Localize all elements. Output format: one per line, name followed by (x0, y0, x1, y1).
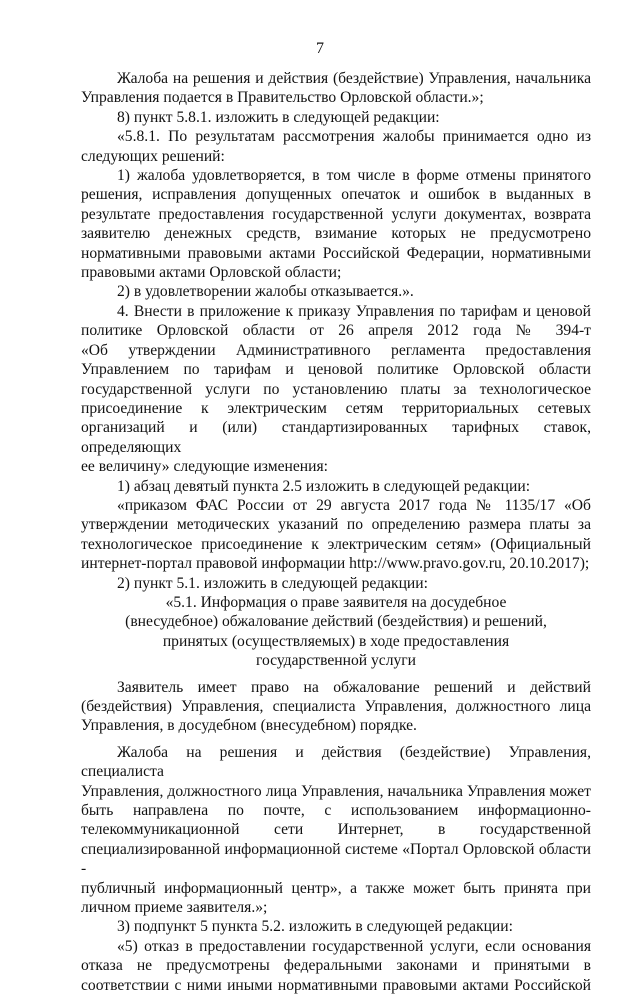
text-line: Управления подается в Правительство Орловской области.»; (81, 89, 484, 107)
text-line: Заявитель имеет право на обжалование решений и действий (117, 678, 591, 696)
text-line: интернет-портал правовой информации http://www.pravo.gov.ru, 20.10.2017); (81, 555, 590, 573)
text-line: правовыми актами Орловской области; (81, 264, 342, 282)
document-body (81, 69, 591, 995)
text-line: организаций и (или) стандартизированных тарифных ставок, определяющих (81, 419, 591, 456)
text-line: Жалоба на решения и действия (бездействие) Управления, специалиста (81, 743, 591, 781)
text-line: быть направлена по почте, с использованием информационно- (81, 802, 591, 820)
text-line: «5.8.1. По результатам рассмотрения жалобы принимается одно из (117, 128, 591, 146)
text-line: 1) абзац девятый пункта 2.5 изложить в следующей редакции: (117, 477, 531, 495)
text-line: «приказом ФАС России от 29 августа 2017 года № 1135/17 «Об (117, 496, 591, 514)
text-line: утверждении методических указаний по определению размера платы за (81, 516, 591, 534)
text-line: присоединение к электрическим сетям территориальных сетевых (81, 399, 591, 417)
text-line: Жалоба на решения и действия (бездействие) Управления, начальника (117, 70, 591, 87)
section-heading (81, 593, 591, 671)
text-line: 2) в удовлетворении жалобы отказывается.». (117, 283, 414, 301)
text-line: «Об утверждении Административного регламента предоставления (81, 341, 591, 359)
heading-line: принятых (осуществляемых) в ходе предоставления (162, 632, 510, 650)
text-line: телекоммуникационной сети Интернет, в государственной (81, 821, 591, 839)
text-line: политике Орловской области от 26 апреля 2012 года № 394-т (81, 322, 591, 340)
heading-line: «5.1. Информация о праве заявителя на досудебное (165, 593, 507, 611)
text-line: отказа не предусмотрены федеральными законами и принятыми в (81, 957, 591, 975)
text-line: 8) пункт 5.8.1. изложить в следующей редакции: (117, 108, 440, 126)
text-line: 4. Внести в приложение к приказу Управления по тарифам и ценовой (117, 302, 591, 320)
text-line: Управления, должностного лица Управления, начальника Управления может (81, 782, 591, 800)
text-line: ее величину» следующие изменения: (81, 458, 328, 476)
text-line: 1) жалоба удовлетворяется, в том числе в форме отмены принятого (117, 167, 591, 185)
text-line: соответствии с ними иными нормативными правовыми актами Российской (81, 976, 591, 994)
heading-line: государственной услуги (255, 652, 417, 670)
text-line: 2) пункт 5.1. изложить в следующей редакции: (117, 574, 428, 592)
text-line: результате предоставления государственной услуги документах, возврата (81, 205, 591, 223)
text-line: заявителю денежных средств, взимание которых не предусмотрено (81, 225, 591, 243)
text-line: «5) отказ в предоставлении государственной услуги, если основания (117, 937, 591, 955)
text-line: Управлением по тарифам и ценовой политике Орловской области (81, 361, 591, 379)
text-line: личном приеме заявителя.»; (81, 899, 268, 917)
page-number: 7 (316, 40, 324, 57)
heading-line: (внесудебное) обжалование действий (бездействия) и решений, (125, 613, 547, 631)
text-line: решения, исправления допущенных опечаток и ошибок в выданных в (81, 186, 591, 204)
text-line: технологическое присоединение к электрическим сетям» (Официальный (81, 535, 591, 553)
text-line: (бездействия) Управления, специалиста Управления, должностного лица (81, 698, 591, 715)
text-line: государственной услуги по установлению платы за технологическое (81, 380, 591, 398)
text-line: 3) подпункт 5 пункта 5.2. изложить в следующей редакции: (117, 918, 513, 936)
text-line: специализированной информационной системе «Портал Орловской области - (81, 840, 591, 878)
text-line: публичный информационный центр», а также может быть принята при (81, 879, 591, 897)
text-line: Управления, в досудебном (внесудебном) порядке. (81, 717, 417, 735)
text-line: следующих решений: (81, 147, 225, 165)
text-line: нормативными правовыми актами Российской Федерации, нормативными (81, 244, 591, 262)
